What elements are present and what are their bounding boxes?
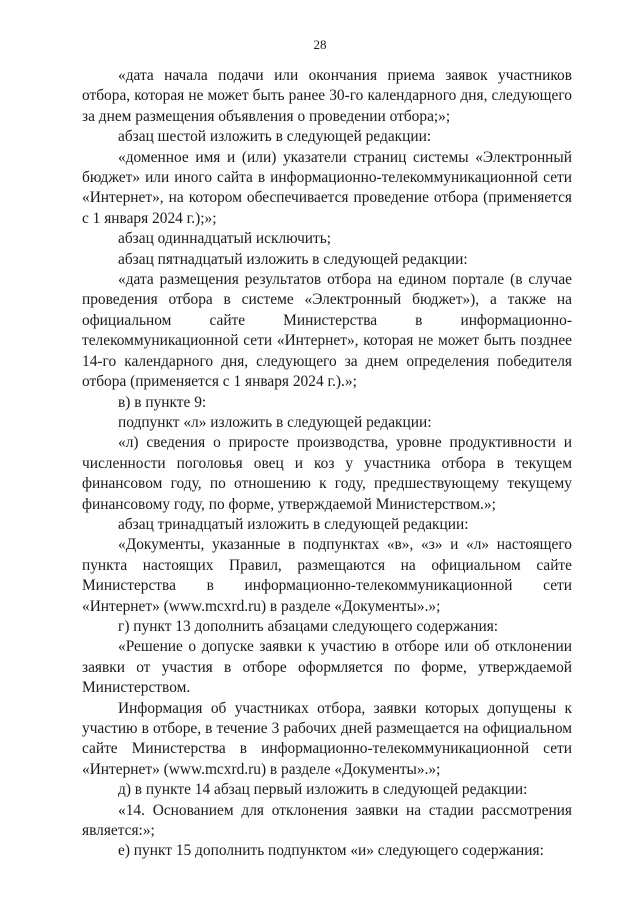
paragraph-1: «дата начала подачи или окончания приема заявок участников отбора, которая не может быть ранее 30-го календарного дня, следующего за днем размещения объявления о проведении отбора;»; bbox=[82, 67, 572, 125]
paragraph-9: «л) сведения о приросте производства, уровне продуктивности и численности поголовья овец и коз у участника отбора в текущем финансовом году, по отношению к году, предшествующему текущему финансовому году, по форме, утверждаемой Министерством.»; bbox=[82, 434, 572, 513]
paragraph-17: е) пункт 15 дополнить подпунктом «и» следующего содержания: bbox=[118, 842, 544, 860]
paragraph-16: «14. Основанием для отклонения заявки на стадии рассмотрения является:»; bbox=[82, 801, 572, 840]
paragraph-2: абзац шестой изложить в следующей редакции: bbox=[118, 128, 432, 146]
page-number: 28 bbox=[313, 37, 327, 52]
document-body bbox=[82, 66, 572, 862]
paragraph-13: «Решение о допуске заявки к участию в отборе или об отклонении заявки от участия в отборе оформляется по форме, утверждаемой Министерством. bbox=[82, 638, 572, 697]
paragraph-3: «доменное имя и (или) указатели страниц системы «Электронный бюджет» или иного сайта в информационно-телекоммуникационной сети «Интернет», на котором обеспечивается проведение отбора (применяется с 1 января 2024 г.);»; bbox=[82, 148, 572, 227]
paragraph-4: абзац одиннадцатый исключить; bbox=[118, 230, 332, 248]
paragraph-11: «Документы, указанные в подпунктах «в», «з» и «л» настоящего пункта настоящих Правил, размещаются на официальном сайте Министерства в информационно-телекоммуникационной сети «Интернет» (www.mcxrd.ru) в разделе «Документы».»; bbox=[82, 536, 572, 615]
paragraph-14: Информация об участниках отбора, заявки которых допущены к участию в отборе, в течение 3 рабочих дней размещается на официальном сайте Министерства в информационно-телекоммуникационной сети «Интернет» (www.mcxrd.ru) в разделе «Документы».»; bbox=[82, 699, 572, 778]
paragraph-8: подпункт «л» изложить в следующей редакции: bbox=[118, 413, 432, 431]
paragraph-15: д) в пункте 14 абзац первый изложить в следующей редакции: bbox=[118, 781, 528, 799]
paragraph-5: абзац пятнадцатый изложить в следующей редакции: bbox=[118, 250, 468, 268]
paragraph-12: г) пункт 13 дополнить абзацами следующего содержания: bbox=[118, 617, 499, 635]
paragraph-6: «дата размещения результатов отбора на едином портале (в случае проведения отбора в системе «Электронный бюджет»), а также на официальном сайте Министерства в информационно-телекоммуникационной сети «Интернет», которая не может быть позднее 14-го календарного дня, следующего за днем определения победителя отбора (применяется с 1 января 2024 г.).»; bbox=[82, 271, 572, 391]
paragraph-7: в) в пункте 9: bbox=[118, 393, 207, 411]
paragraph-10: абзац тринадцатый изложить в следующей редакции: bbox=[118, 515, 469, 533]
